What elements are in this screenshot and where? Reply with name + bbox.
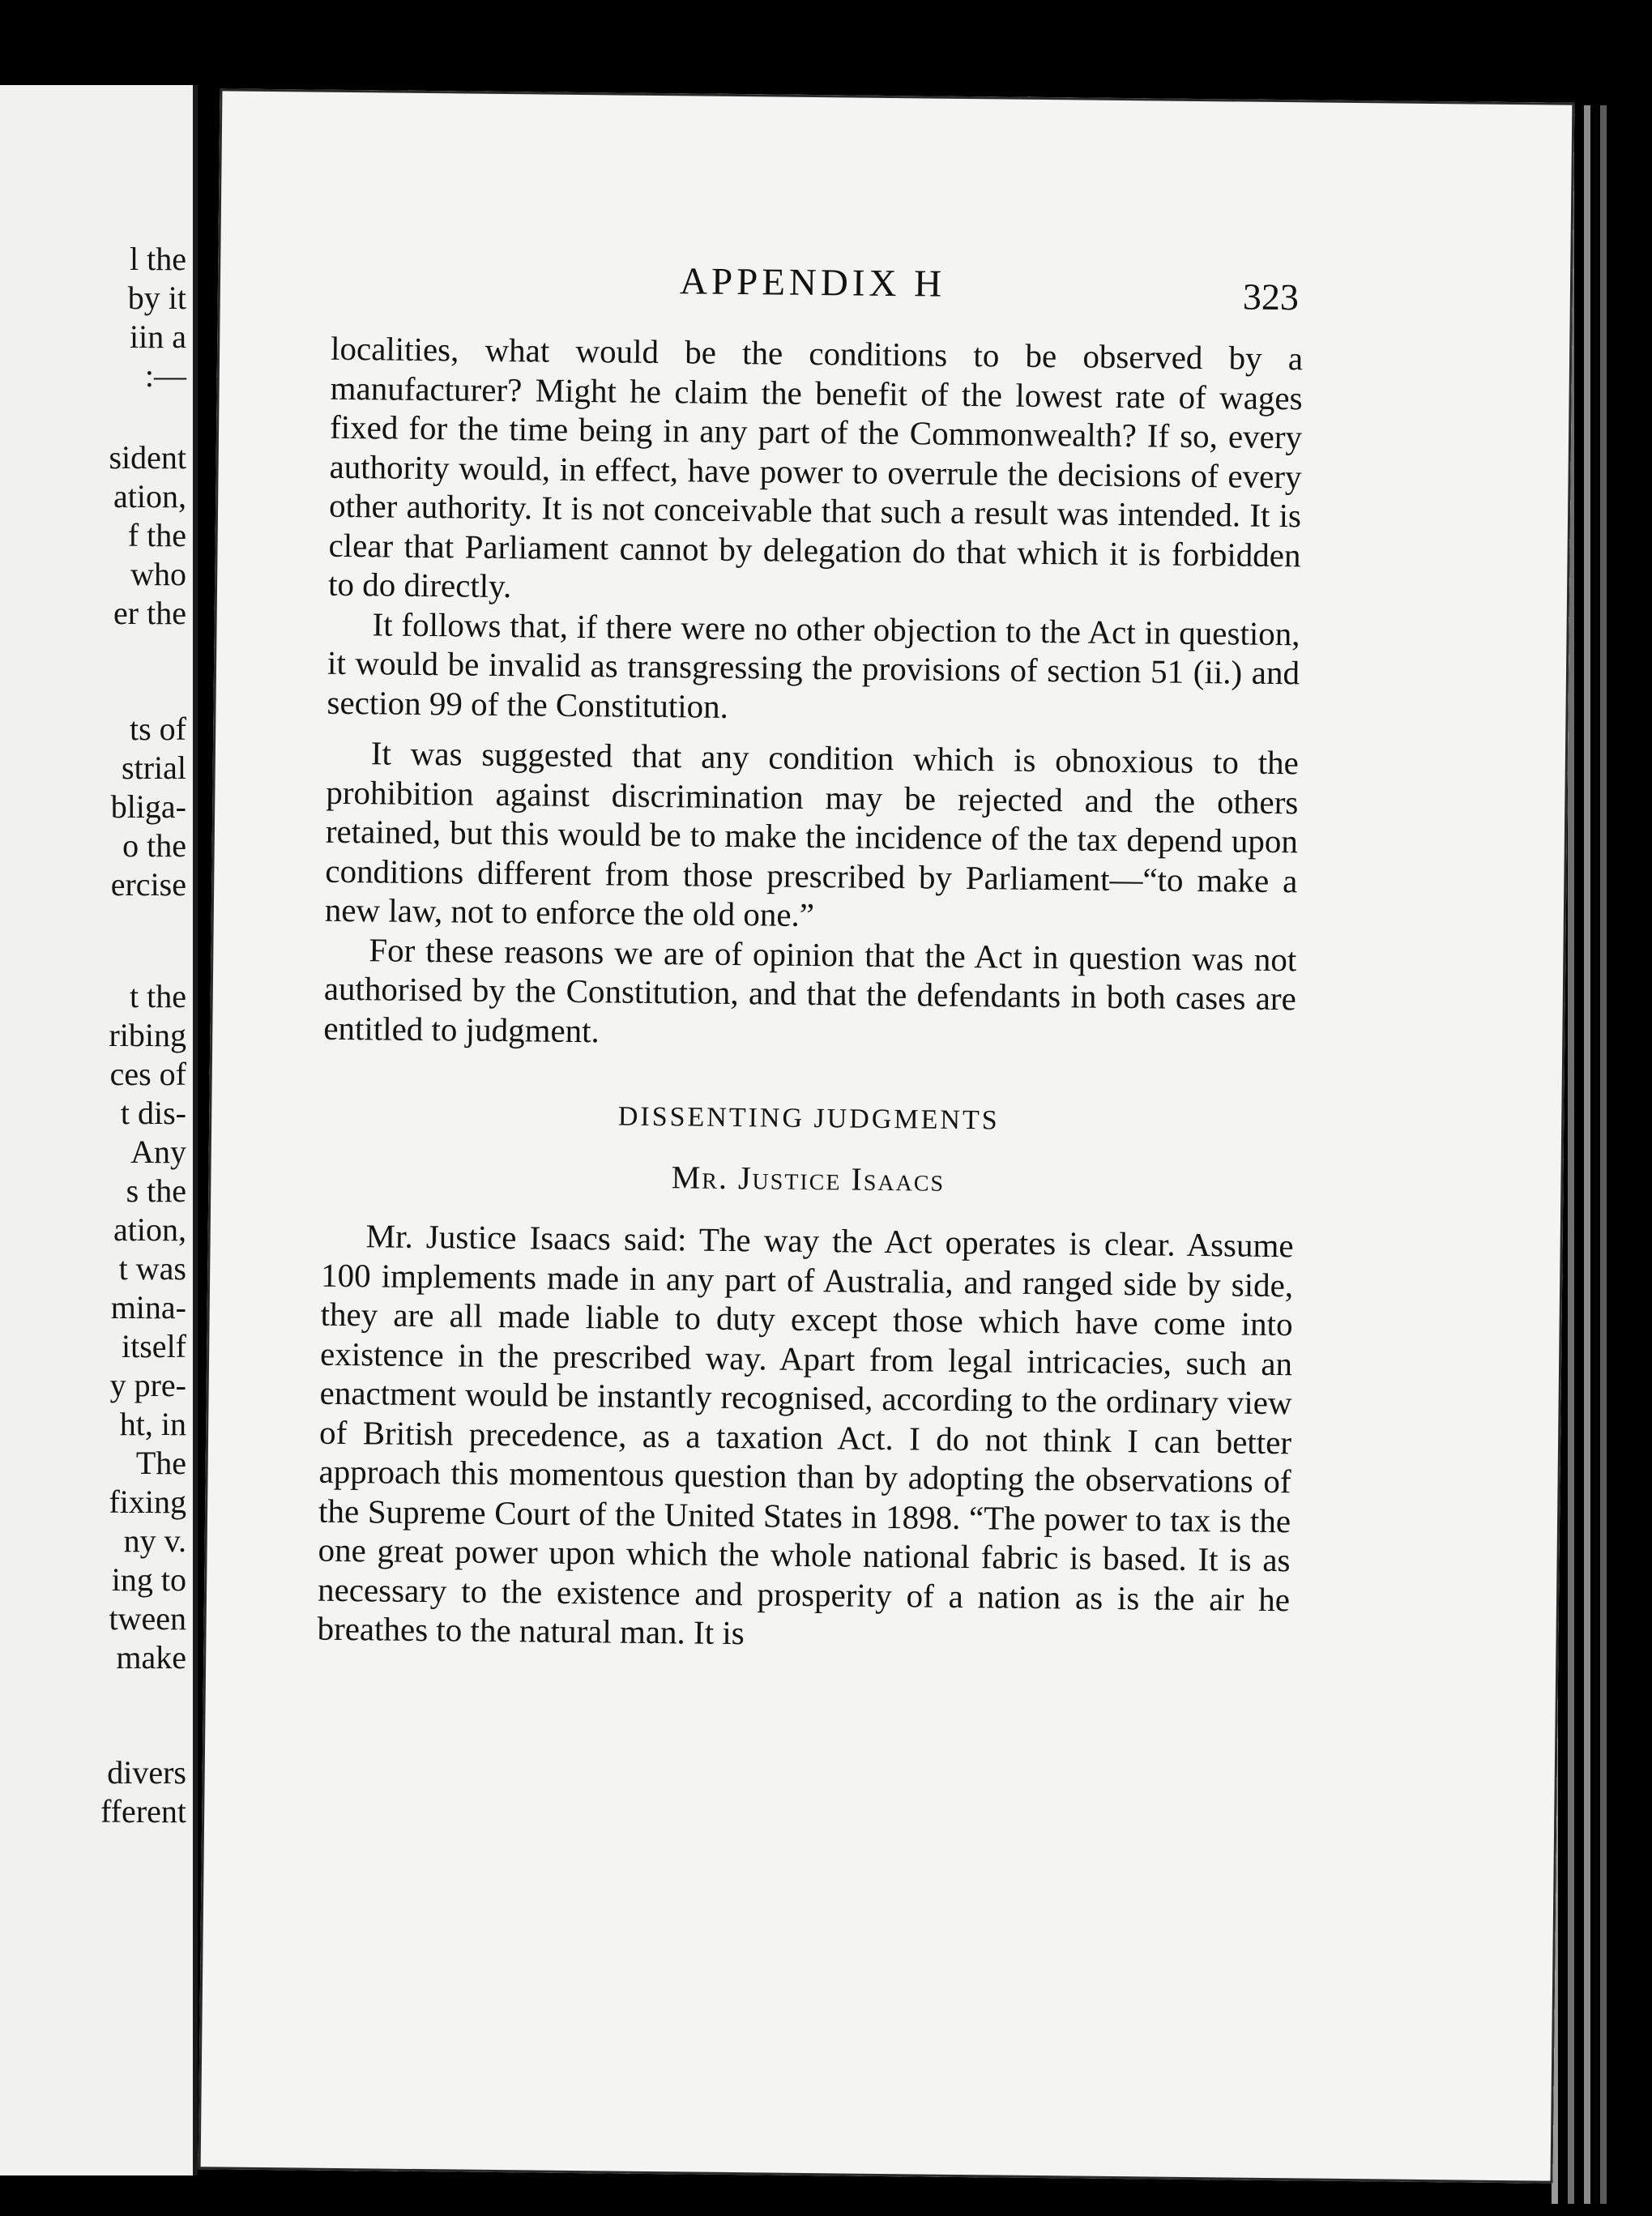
left-page-line-fragment: s the xyxy=(126,1172,186,1209)
left-page-line-fragment: ation, xyxy=(113,1211,186,1248)
left-page-line-fragment: ts of xyxy=(130,711,186,747)
left-page-line-fragment: ing to xyxy=(111,1561,186,1598)
judge-heading: Mr. Justice Isaacs xyxy=(671,1159,946,1198)
left-page-line-fragment: mina- xyxy=(110,1289,186,1326)
left-page-line-fragment: er the xyxy=(113,595,186,631)
left-page-line-fragment: by it xyxy=(127,280,186,316)
left-page-line-fragment: ation, xyxy=(113,478,186,515)
left-page-line-fragment: ces of xyxy=(109,1056,186,1092)
section-heading: DISSENTING JUDGMENTS xyxy=(617,1101,1000,1136)
body-paragraph: It was suggested that any condition which is obnoxious to the prohibition against discrimination may be rejected and the others retained, but this would be to make the incidence of the tax depend upon conditions different from those prescribed by Parliament—“to make a new law, not to enforce the old one.” xyxy=(324,734,1300,934)
left-page-line-fragment: fixing xyxy=(109,1484,186,1520)
page-body xyxy=(317,329,1303,1659)
left-page-line-fragment: tween xyxy=(109,1600,186,1637)
main-page xyxy=(198,88,1575,2183)
body-paragraph: localities, what would be the conditions to be observed by a manufacturer? Might he claim the benefit of the lowest rate of wages fixed for the time being in any part of the Commonwealth? If so, every authority would, in effect, have power to overrule the decisions of every other authority. It is not conceivable that such a result was intended. It is clear that Parliament cannot by delegation do that which it is forbidden to do directly. xyxy=(327,329,1304,605)
page-header xyxy=(218,254,1573,326)
left-page-line-fragment: bliga- xyxy=(110,788,186,825)
left-page-line-fragment: sident xyxy=(109,439,186,476)
left-page-line-fragment: f the xyxy=(127,517,186,553)
left-page-line-fragment: ercise xyxy=(110,866,186,903)
left-page-line-fragment: :— xyxy=(144,357,186,394)
body-paragraph: Mr. Justice Isaacs said: The way the Act operates is clear. Assume 100 implements made in any part of Australia, and ranged side by side, they are all made liable to duty except those which have come into existence in the prescribed way. Apart from legal intricacies, such an enactment would be instantly recognised, according to the ordinary view of British precedence, as a taxation Act. I do not think I can better approach this momentous question than by adopting the observations of the Supreme Court of the United States in 1898. “The power to tax is the one great power upon which the whole national fabric is based. It is as necessary to the existence and prosperity of a nation as is the air he breathes to the natural man. It is xyxy=(317,1217,1294,1652)
left-page-line-fragment: t was xyxy=(118,1250,186,1287)
left-page-line-fragment: divers xyxy=(107,1754,186,1791)
body-paragraph: For these reasons we are of opinion that the Act in question was not authorised by the Constitution, and that the defendants in both cases are entitled to judgment. xyxy=(323,930,1297,1049)
page-stack-edge xyxy=(1600,105,1607,2204)
left-page-line-fragment: The xyxy=(135,1445,186,1481)
left-page-line-fragment: iin a xyxy=(130,318,186,355)
left-page-line-fragment: y pre- xyxy=(109,1367,186,1403)
left-facing-page xyxy=(0,85,198,2175)
left-page-line-fragment: t dis- xyxy=(120,1095,186,1131)
running-head: APPENDIX H xyxy=(679,260,946,305)
body-paragraph: It follows that, if there were no other objection to the Act in question, it would be invalid as transgressing the provisions of section 51 (ii.) and section 99 of the Constitution. xyxy=(327,604,1300,725)
left-page-line-fragment: t the xyxy=(130,978,186,1014)
left-page-line-fragment: strial xyxy=(122,749,186,786)
left-page-line-fragment: make xyxy=(116,1639,186,1676)
left-page-line-fragment: ribing xyxy=(109,1017,186,1053)
left-page-line-fragment: fferent xyxy=(100,1793,186,1830)
left-page-line-fragment: l the xyxy=(130,241,186,277)
left-page-line-fragment: o the xyxy=(122,827,186,864)
left-page-line-fragment: ht, in xyxy=(119,1406,186,1442)
left-page-line-fragment: who xyxy=(130,556,186,592)
left-page-line-fragment: itself xyxy=(122,1328,186,1364)
left-page-line-fragment: Any xyxy=(130,1134,186,1170)
page-number: 323 xyxy=(1242,275,1300,318)
page-stack-edge xyxy=(1584,105,1590,2204)
left-page-line-fragment: ny v. xyxy=(123,1522,186,1559)
